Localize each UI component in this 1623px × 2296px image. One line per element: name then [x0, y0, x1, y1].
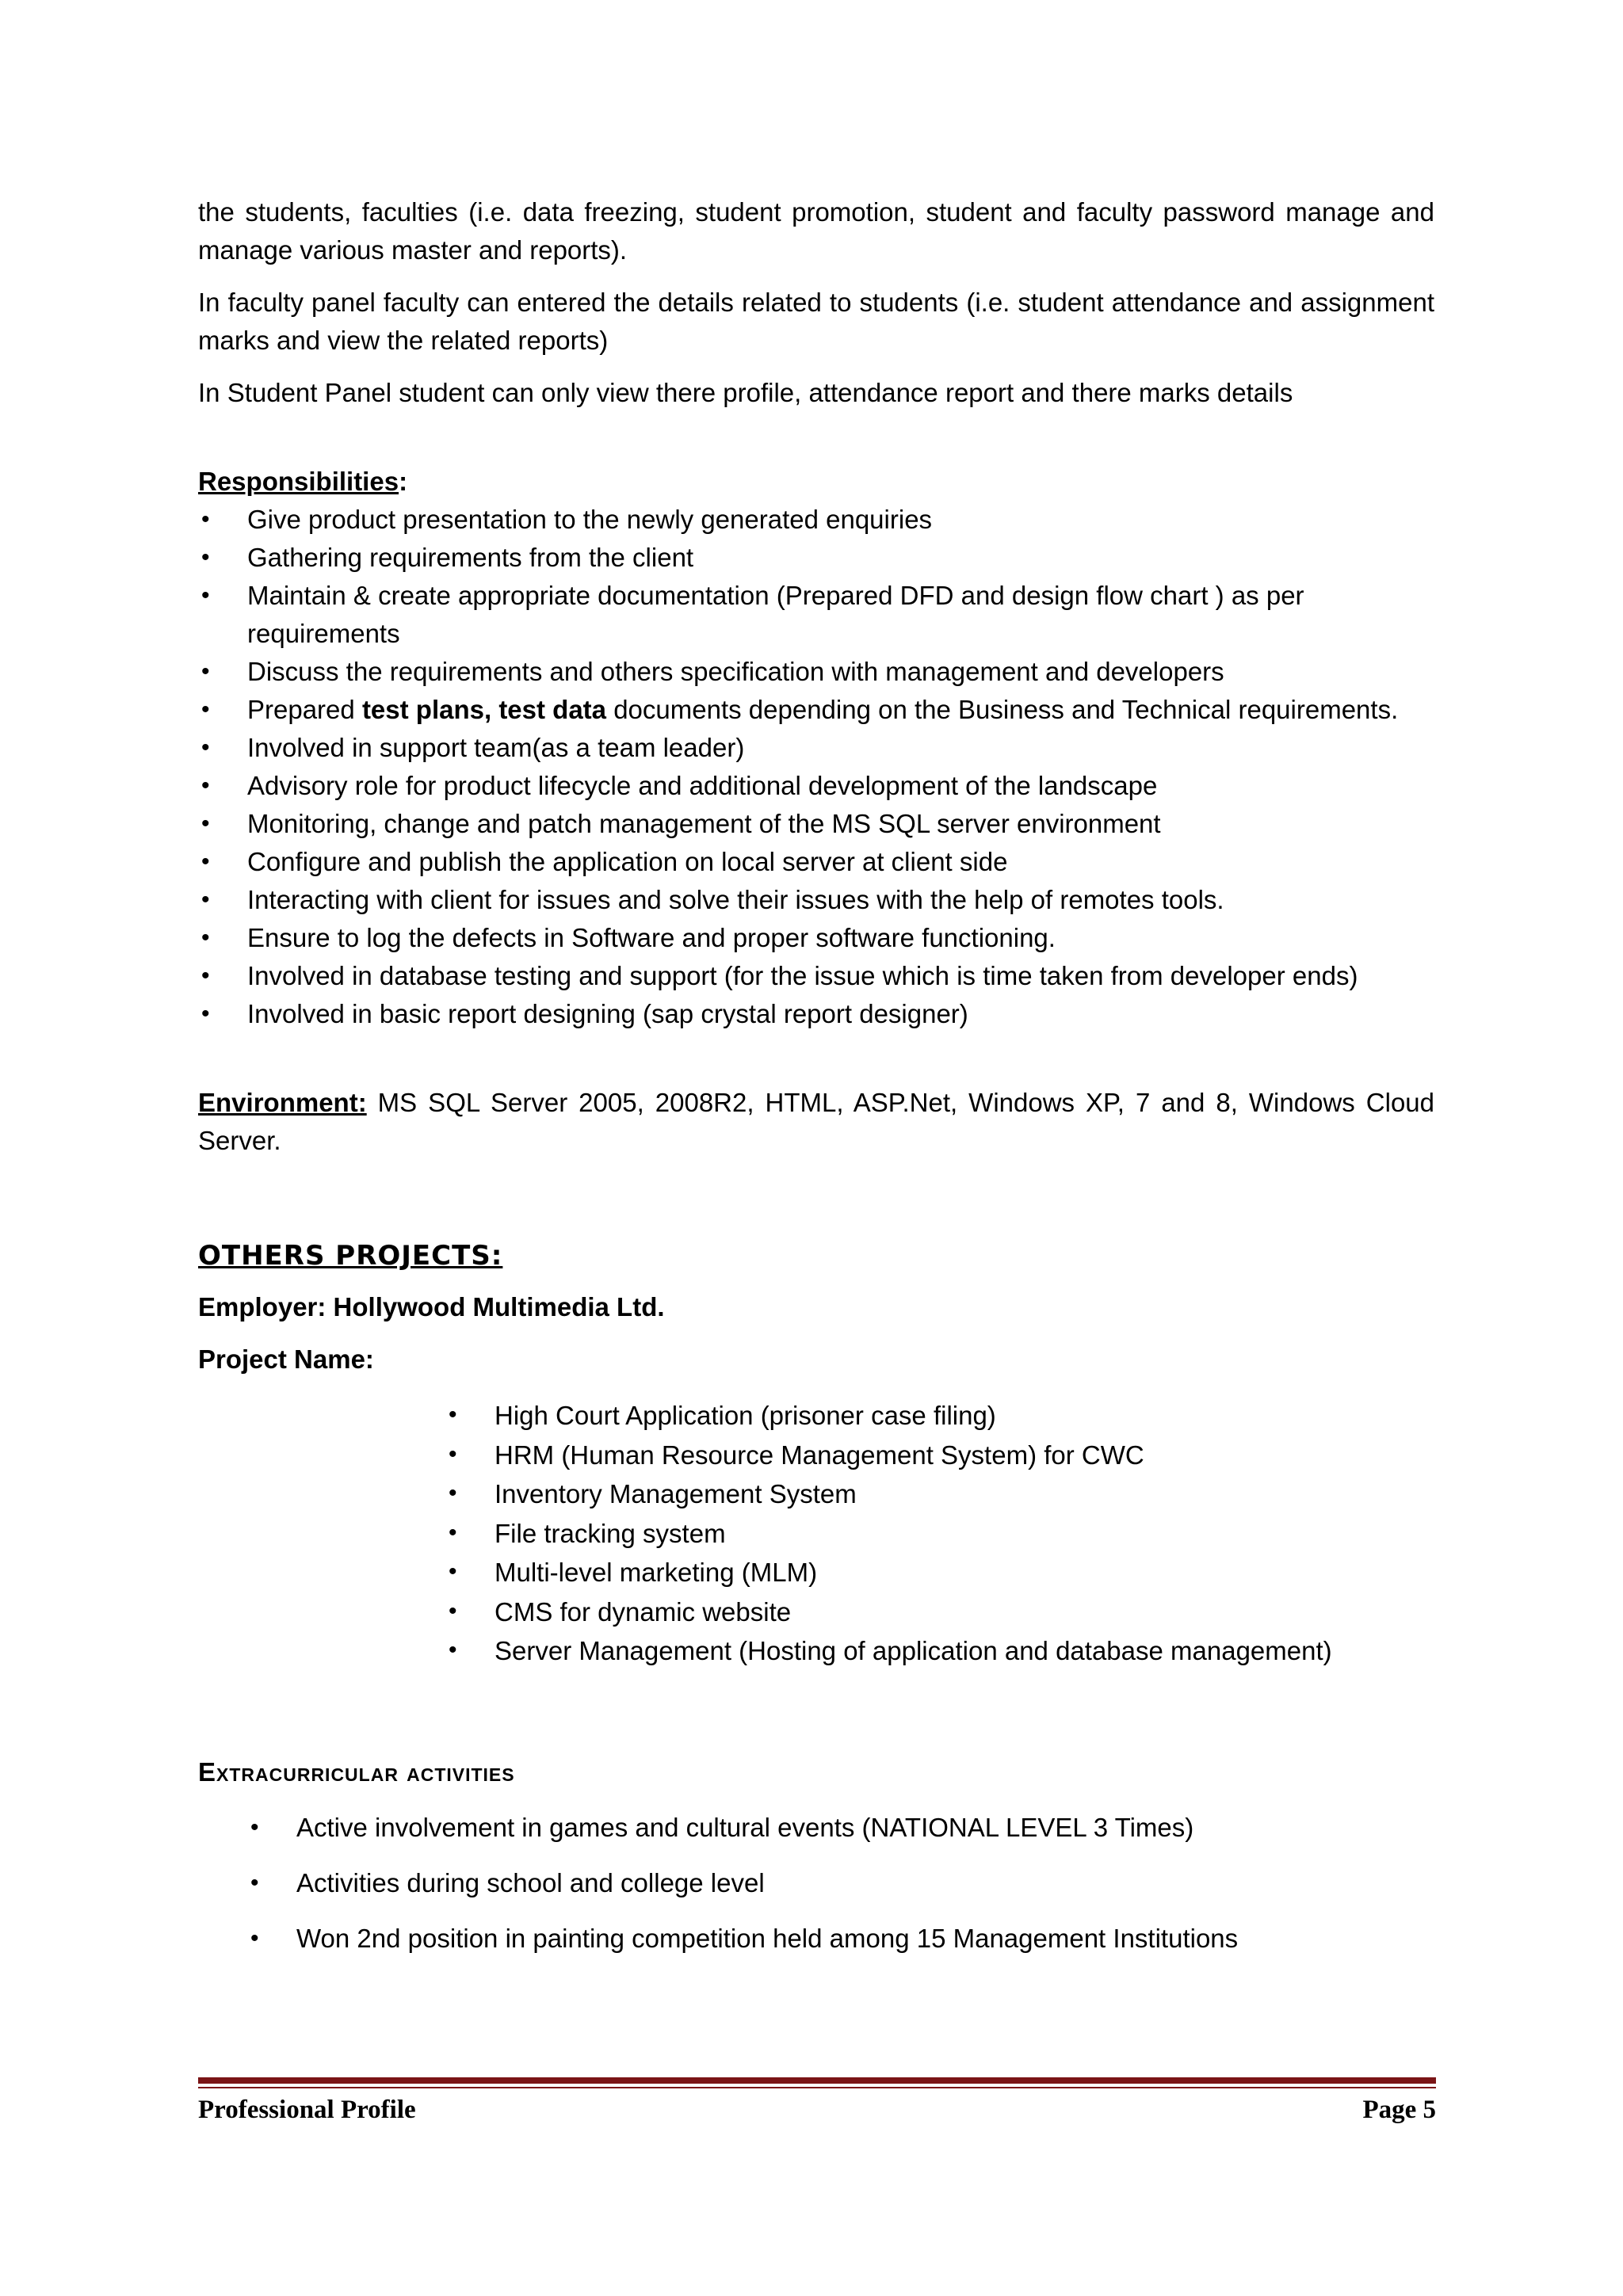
responsibility-item-bold-text: test plans, test data: [361, 695, 607, 724]
responsibilities-heading: [198, 463, 1434, 501]
responsibility-item: [198, 805, 1434, 843]
project-item-text: High Court Application (prisoner case filing): [495, 1401, 996, 1430]
bullet-icon: •: [250, 1924, 259, 1951]
project-item-text: HRM (Human Resource Management System) for CWC: [495, 1440, 1144, 1470]
footer-rule-thick: [198, 2077, 1436, 2084]
extracurricular-list: [198, 1809, 1434, 1958]
responsibility-item-text: Give product presentation to the newly generated enquiries: [247, 505, 933, 534]
bullet-icon: •: [201, 696, 210, 723]
extracurricular-item-text: Active involvement in games and cultural events (NATIONAL LEVEL 3 Times): [296, 1812, 1194, 1842]
bullet-icon: •: [201, 849, 210, 875]
responsibility-item: [198, 539, 1434, 577]
bullet-icon: •: [201, 1001, 210, 1027]
bullet-icon: •: [449, 1519, 457, 1546]
bullet-icon: •: [449, 1558, 457, 1585]
bullet-icon: •: [449, 1637, 457, 1663]
responsibility-item-text: Gathering requirements from the client: [247, 543, 694, 572]
responsibility-item: [198, 729, 1434, 767]
responsibility-item: [198, 995, 1434, 1033]
responsibility-item-pre-text: Prepared: [247, 695, 362, 724]
bullet-icon: •: [201, 810, 210, 837]
responsibility-item: [198, 957, 1434, 995]
bullet-icon: •: [201, 734, 210, 761]
project-item: [445, 1514, 1434, 1554]
bullet-icon: •: [201, 658, 210, 685]
bullet-icon: •: [201, 925, 210, 951]
responsibilities-heading-colon: :: [399, 467, 408, 496]
responsibility-item: [198, 881, 1434, 919]
projects-list: [198, 1396, 1434, 1671]
extracurricular-item: [247, 1920, 1434, 1958]
environment-line: [198, 1084, 1434, 1160]
project-item-text: Multi-level marketing (MLM): [495, 1558, 818, 1587]
bullet-icon: •: [449, 1597, 457, 1624]
responsibility-item-text: Involved in support team(as a team leader): [247, 733, 745, 762]
responsibility-item: [198, 919, 1434, 957]
footer-title: Professional Profile: [198, 2096, 416, 2124]
bullet-icon: •: [449, 1480, 457, 1506]
project-item: [445, 1474, 1434, 1514]
responsibility-item-text: Ensure to log the defects in Software and proper software functioning.: [247, 923, 1056, 952]
project-item-text: Server Management (Hosting of application and database management): [495, 1636, 1332, 1665]
responsibility-item: [198, 501, 1434, 539]
responsibility-item-text: Discuss the requirements and others specification with management and developers: [247, 657, 1224, 686]
extracurricular-item-text: Won 2nd position in painting competition held among 15 Management Institutions: [296, 1923, 1239, 1953]
responsibility-item: [198, 577, 1434, 653]
responsibility-item-text: Involved in basic report designing (sap crystal report designer): [247, 999, 968, 1028]
responsibility-item-text: Interacting with client for issues and solve their issues with the help of remotes tools.: [247, 885, 1224, 914]
employer-line: Employer: Hollywood Multimedia Ltd.: [198, 1292, 665, 1322]
responsibilities-heading-text: Responsibilities: [198, 467, 399, 496]
body-paragraph-1: the students, faculties (i.e. data freezing, student promotion, student and faculty password manage and manage various master and reports).: [198, 197, 1434, 265]
bullet-icon: •: [201, 544, 210, 570]
bullet-icon: •: [449, 1440, 457, 1467]
responsibility-item: [198, 653, 1434, 691]
project-item: [445, 1436, 1434, 1475]
responsibility-item-text: Configure and publish the application on local server at client side: [247, 847, 1008, 876]
responsibility-item-post-text: documents depending on the Business and Technical requirements.: [606, 695, 1399, 724]
bullet-icon: •: [250, 1814, 259, 1840]
project-item-text: File tracking system: [495, 1518, 726, 1548]
environment-label: Environment:: [198, 1088, 367, 1117]
bullet-icon: •: [201, 506, 210, 532]
responsibility-item: [198, 767, 1434, 805]
project-item-text: CMS for dynamic website: [495, 1596, 792, 1627]
responsibility-item-text: Maintain & create appropriate documentation (Prepared DFD and design flow chart ) as per requirements: [247, 581, 1304, 648]
footer-rule-thin: [198, 2087, 1436, 2088]
bullet-icon: •: [250, 1869, 259, 1896]
environment-text: MS SQL Server 2005, 2008R2, HTML, ASP.Net, Windows XP, 7 and 8, Windows Cloud Server.: [198, 1088, 1434, 1155]
footer-page-number: Page 5: [1362, 2096, 1436, 2124]
project-item: [445, 1631, 1434, 1671]
responsibility-item-text: Involved in database testing and support (for the issue which is time taken from developer ends): [247, 961, 1358, 990]
bullet-icon: •: [201, 887, 210, 913]
bullet-icon: •: [201, 582, 210, 608]
project-item-text: Inventory Management System: [495, 1479, 857, 1508]
project-item: [445, 1396, 1434, 1436]
responsibility-item: [198, 691, 1434, 729]
bullet-icon: •: [201, 772, 210, 799]
project-item: [445, 1592, 1434, 1632]
extracurricular-item: [247, 1864, 1434, 1902]
project-name-label: Project Name:: [198, 1344, 374, 1374]
bullet-icon: •: [201, 963, 210, 989]
responsibilities-list: [198, 501, 1434, 1033]
body-paragraph-3: In Student Panel student can only view there profile, attendance report and there marks details: [198, 378, 1293, 407]
responsibility-item-text: Monitoring, change and patch management of the MS SQL server environment: [247, 809, 1161, 838]
responsibility-item-text: Advisory role for product lifecycle and additional development of the landscape: [247, 771, 1158, 800]
responsibility-item: [198, 843, 1434, 881]
page-footer: [198, 2092, 1436, 2128]
body-paragraph-2: In faculty panel faculty can entered the details related to students (i.e. student attendance and assignment marks and view the related reports): [198, 288, 1434, 355]
extracurricular-item-text: Activities during school and college level: [296, 1867, 765, 1897]
extracurricular-heading: Extracurricular activities: [198, 1756, 515, 1787]
project-item: [445, 1553, 1434, 1592]
extracurricular-item: [247, 1809, 1434, 1847]
others-projects-heading: OTHERS PROJECTS:: [198, 1240, 503, 1272]
page-content: [198, 193, 1434, 1975]
bullet-icon: •: [449, 1402, 457, 1428]
